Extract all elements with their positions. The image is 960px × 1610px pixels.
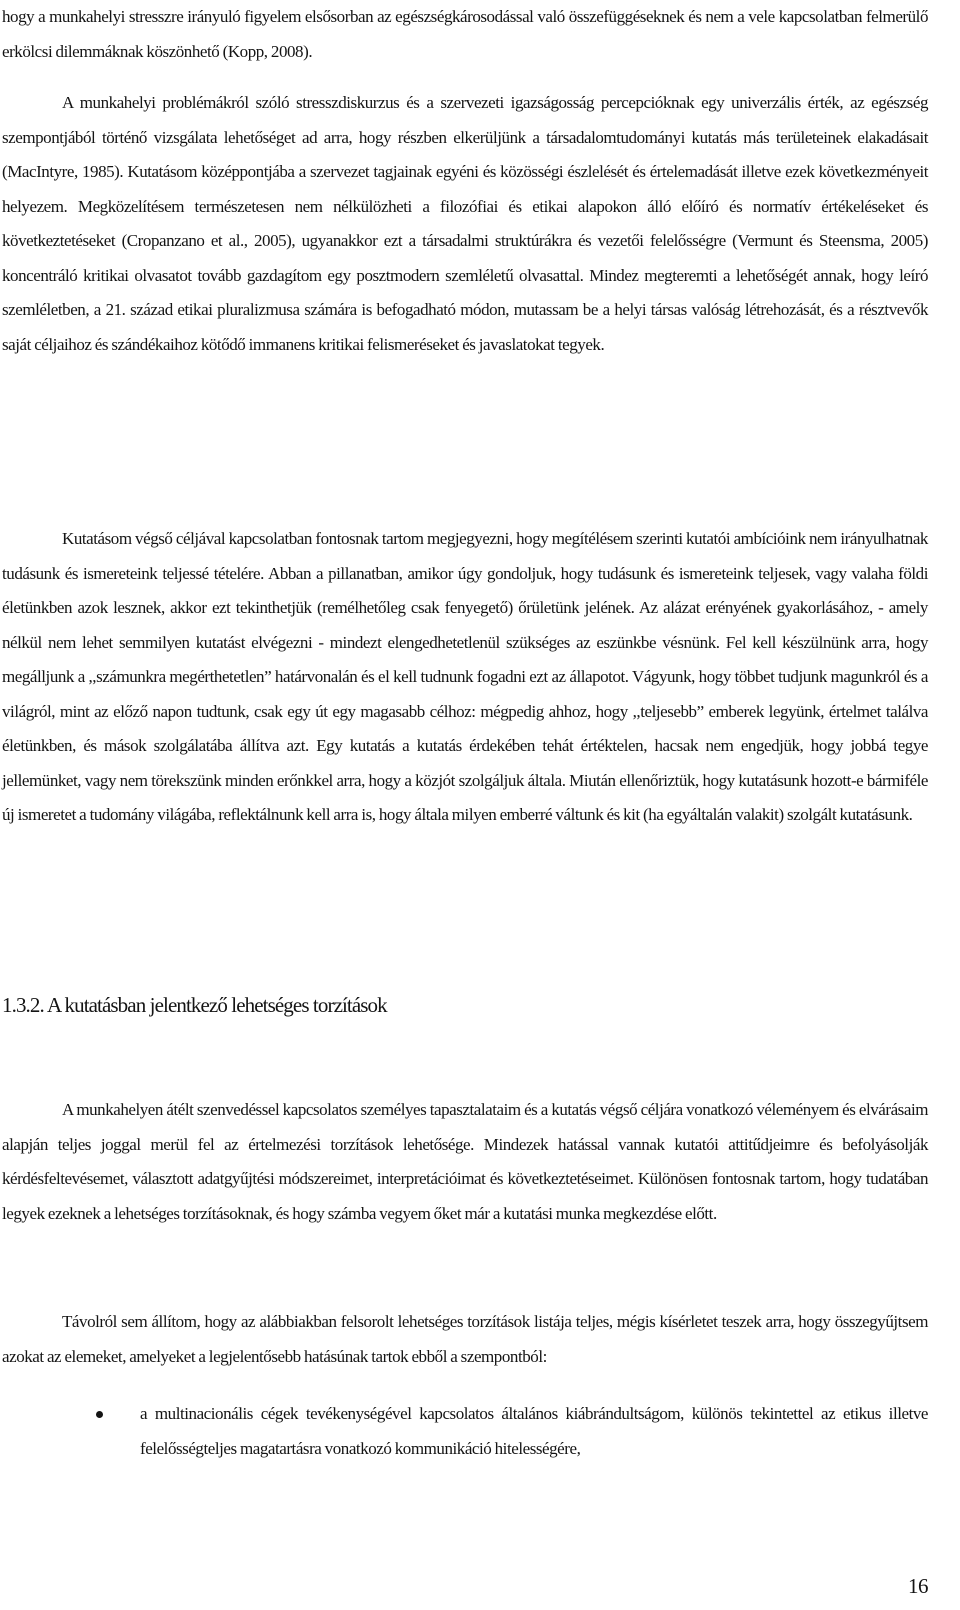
bias-list [96, 1397, 928, 1466]
paragraph-biases-intro: A munkahelyen átélt szenvedéssel kapcsolatos személyes tapasztalataim és a kutatás végső céljára vonatkozó véleményem és elvárásaim alapján teljes joggal merül fel az értelmezési torzítások lehetősége. Mindezek hatással vannak kutatói attitűdjeimre és befolyásolják kérdésfeltevésemet, választott adatgyűjtési módszereimet, interpretációimat és következtetéseimet. Különösen fontosnak tartom, hogy tudatában legyek ezeknek a lehetséges torzításoknak, és hogy számba vegyem őket már a kutatási munka megkezdése előtt. [2, 1100, 928, 1223]
paragraph-research-goal: Kutatásom végső céljával kapcsolatban fontosnak tartom megjegyezni, hogy megítélésem szerinti kutatói ambícióink nem irányulhatnak tudásunk és ismereteink teljessé tételére. Abban a pillanatban, amikor úgy gondoljuk, hogy tudásunk és ismereteink teljesek, vagy valaha földi életünkben azok lesznek, akkor ezt tekinthetjük (remélhetőleg csak fenyegető) őrületünk jelének. Az alázat erényének gyakorlásához, - amely nélkül nem lehet semmilyen kutatást elvégezni - mindezt elengedhetetlenül szükséges az eszünkbe vésnünk. Fel kell készülnünk arra, hogy megálljunk a ,,számunkra megérthetetlen” határvonalán és el kell tudnunk fogadni ezt az állapotot. Vágyunk, hogy többet tudjunk magunkról és a világról, mint az előző napon tudtunk, csak egy út egy magasabb célhoz: mégpedig ahhoz, hogy ,,teljesebb” emberek legyünk, értelmet találva életünkben, és mások szolgálatába állítva azt. Egy kutatás a kutatás érdekében tehát értéktelen, hacsak nem engedjük, hogy jobbá tegye jellemünket, vagy nem törekszünk minden erőnkkel arra, hogy a közjót szolgáljuk általa. Miután ellenőriztük, hogy kutatásunk hozott-e bármiféle új ismeretet a tudomány világába, reflektálnunk kell arra is, hogy általa milyen emberré váltunk és kit (ha egyáltalán valakit) szolgált kutatásunk. [2, 529, 928, 824]
list-item-text: a multinacionális cégek tevékenységével kapcsolatos általános kiábrándultságom, különös tekintettel az etikus illetve felelősségteljes magatartásra vonatkozó kommunikáció hitelességére, [140, 1404, 928, 1458]
paragraph-stress-discourse: A munkahelyi problémákról szóló stresszdiskurzus és a szervezeti igazságosság percepcióknak egy univerzális érték, az egészség szempontjából történő vizsgálata lehetőséget ad arra, hogy részben elkerüljünk a társadalomtudományi kutatás más területeinek elakadásait (MacIntyre, 1985). Kutatásom középpontjába a szervezet tagjainak egyéni és közösségi észlelését és értelemadását illetve ezek következményeit helyezem. Megközelítésem természetesen nem nélkülözheti a filozófiai és etikai alapokon álló előíró és normatív értékeléseket és következtetéseket (Cropanzano et al., 2005), ugyanakkor ezt a társadalmi struktúrákra és vezetői felelősségre (Vermunt és Steensma, 2005) koncentráló kritikai olvasatot tovább gazdagítom egy posztmodern szemléletű olvasattal. Mindez megteremti a lehetőségét annak, hogy leíró szemléletben, a 21. század etikai pluralizmusa számára is befogadható módon, mutassam be a helyi társas valóság létrehozását, és a résztvevők saját céljaihoz és szándékaihoz kötődő immanens kritikai felismeréseket és javaslatokat tegyek. [2, 93, 928, 354]
section-heading: 1.3.2. A kutatásban jelentkező lehetséges torzítások [2, 993, 387, 1017]
bullet-icon [96, 1411, 103, 1418]
paragraph-continued: hogy a munkahelyi stresszre irányuló figyelem elsősorban az egészségkárosodással való összefüggéseknek és nem a vele kapcsolatban felmerülő erkölcsi dilemmáknak köszönhető (Kopp, 2008). [2, 7, 928, 61]
page-number: 16 [908, 1574, 928, 1598]
list-item [96, 1397, 928, 1466]
paragraph-biases-list-intro: Távolról sem állítom, hogy az alábbiakban felsorolt lehetséges torzítások listája teljes, mégis kísérletet teszek arra, hogy összegyűjtsem azokat az elemeket, amelyeket a legjelentősebb hatásúnak tartok ebből a szempontból: [2, 1312, 928, 1366]
